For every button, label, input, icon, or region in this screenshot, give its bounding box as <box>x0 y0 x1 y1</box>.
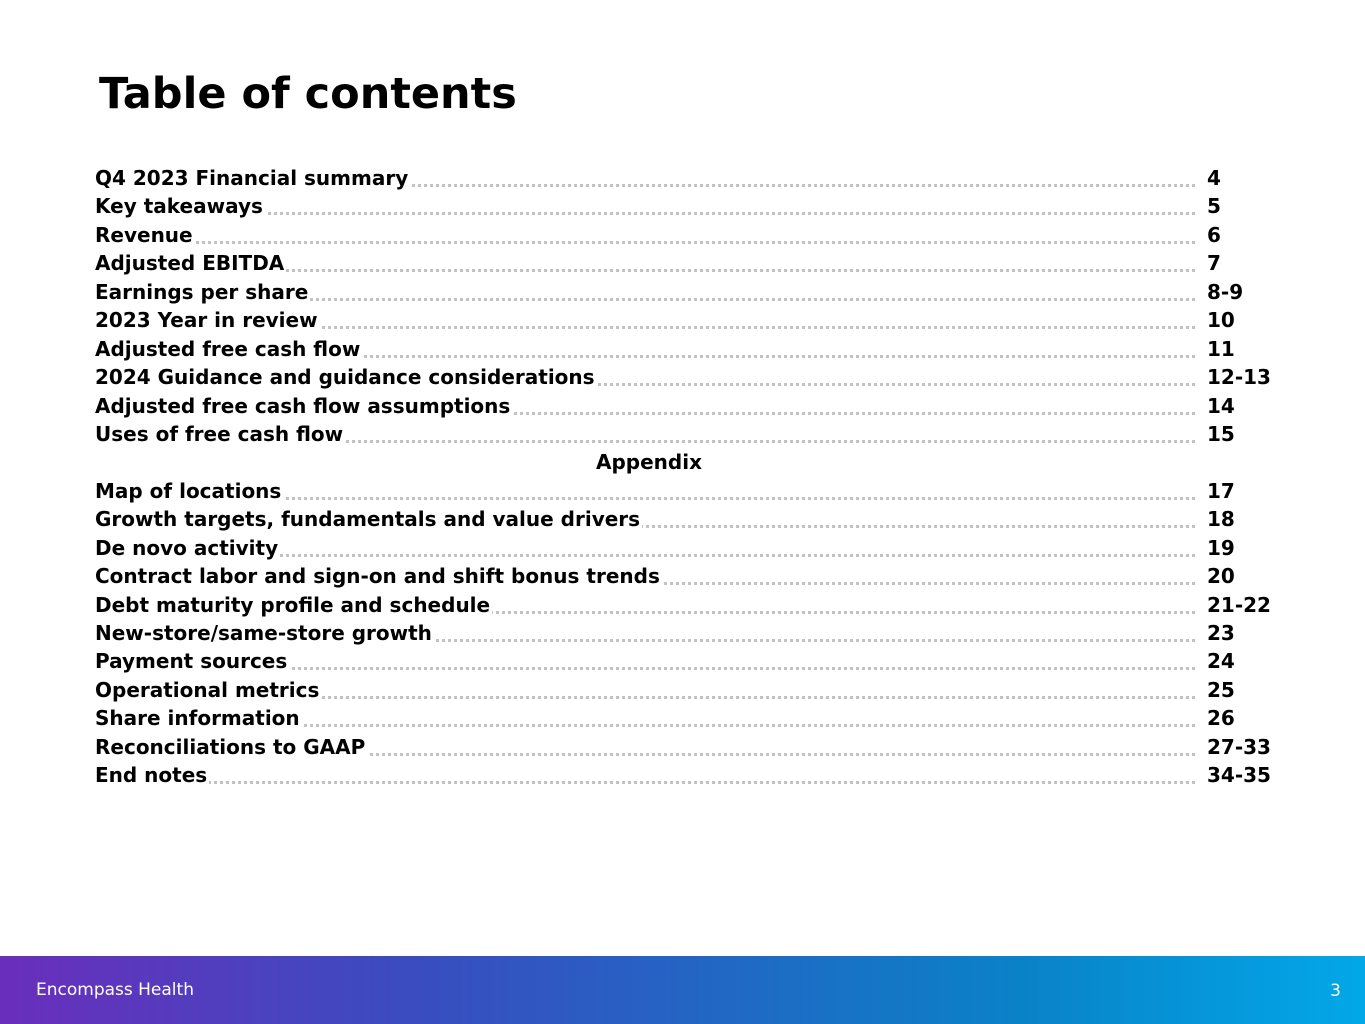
toc-entry-label: Adjusted EBITDA <box>95 251 285 276</box>
toc-entry-label: Growth targets, fundamentals and value drivers <box>95 507 641 532</box>
toc-entry-label: Map of locations <box>95 478 282 503</box>
toc-entry[interactable] <box>95 363 1325 391</box>
table-of-contents <box>95 164 1325 790</box>
toc-entry-page: 5 <box>1207 194 1221 219</box>
toc-entry-label: 2023 Year in review <box>95 308 318 333</box>
toc-entry[interactable] <box>95 676 1325 704</box>
toc-entry-page: 19 <box>1207 535 1235 560</box>
toc-entry-label: Share information <box>95 706 300 731</box>
toc-entry[interactable] <box>95 249 1325 277</box>
toc-entry[interactable] <box>95 420 1325 448</box>
toc-entry[interactable] <box>95 192 1325 220</box>
toc-entry[interactable] <box>95 761 1325 789</box>
toc-entry[interactable] <box>95 619 1325 647</box>
toc-entry[interactable] <box>95 306 1325 334</box>
toc-entry-label: Operational metrics <box>95 677 320 702</box>
toc-entry[interactable] <box>95 534 1325 562</box>
toc-entry-page: 7 <box>1207 251 1221 276</box>
toc-entry[interactable] <box>95 591 1325 619</box>
toc-entry[interactable] <box>95 733 1325 761</box>
toc-entry-label: Earnings per share <box>95 279 309 304</box>
toc-entry-page: 11 <box>1207 336 1235 361</box>
toc-entry-label: Adjusted free cash flow assumptions <box>95 393 511 418</box>
toc-entry-label: Debt maturity profile and schedule <box>95 592 491 617</box>
toc-entry-label: Payment sources <box>95 649 288 674</box>
toc-entry-page: 17 <box>1207 478 1235 503</box>
toc-entry-label: End notes <box>95 763 208 788</box>
toc-entry-page: 18 <box>1207 507 1235 532</box>
appendix-heading: Appendix <box>596 450 702 475</box>
toc-entry[interactable] <box>95 335 1325 363</box>
footer-brand-name: Encompass Health <box>36 980 194 1000</box>
toc-entry-page: 23 <box>1207 621 1235 645</box>
toc-entry[interactable] <box>95 505 1325 533</box>
toc-entry[interactable] <box>95 392 1325 420</box>
toc-entry-page: 24 <box>1207 649 1235 674</box>
toc-entry-label: New-store/same-store growth <box>95 621 432 645</box>
toc-entry-label: 2024 Guidance and guidance considerations <box>95 365 595 390</box>
toc-entry-label: Adjusted free cash flow <box>95 336 361 361</box>
toc-entry-page: 34-35 <box>1207 763 1271 788</box>
toc-entry-label: Key takeaways <box>95 194 263 219</box>
page-title: Table of contents <box>99 69 517 119</box>
toc-entry-label: Reconciliations to GAAP <box>95 734 366 759</box>
toc-entry-page: 26 <box>1207 706 1235 731</box>
toc-entry[interactable] <box>95 562 1325 590</box>
toc-entry-page: 14 <box>1207 393 1235 418</box>
toc-entry-label: Contract labor and sign-on and shift bonus trends <box>95 564 660 589</box>
toc-entry[interactable] <box>95 221 1325 249</box>
toc-entry-label: Q4 2023 Financial summary <box>95 166 409 190</box>
dot-leader <box>95 241 1195 244</box>
toc-entry[interactable] <box>95 704 1325 732</box>
toc-entry[interactable] <box>95 278 1325 306</box>
toc-entry-page: 27-33 <box>1207 734 1271 759</box>
toc-entry-label: De novo activity <box>95 535 279 560</box>
toc-entry-page: 6 <box>1207 222 1221 247</box>
toc-entry-page: 8-9 <box>1207 279 1244 304</box>
appendix-heading-row <box>95 448 1325 476</box>
toc-entry-page: 15 <box>1207 421 1235 446</box>
toc-entry-page: 10 <box>1207 308 1235 333</box>
footer-bar <box>0 956 1365 1024</box>
toc-entry-page: 4 <box>1207 166 1221 190</box>
toc-entry-page: 12-13 <box>1207 365 1271 390</box>
toc-entry[interactable] <box>95 477 1325 505</box>
dot-leader <box>95 781 1195 784</box>
toc-entry[interactable] <box>95 647 1325 675</box>
toc-entry-page: 21-22 <box>1207 592 1271 617</box>
toc-entry-page: 25 <box>1207 677 1235 702</box>
footer-page-number: 3 <box>1330 981 1341 1001</box>
toc-entry-page: 20 <box>1207 564 1235 589</box>
toc-entry-label: Uses of free cash flow <box>95 421 344 446</box>
toc-entry[interactable] <box>95 164 1325 192</box>
toc-entry-label: Revenue <box>95 222 193 247</box>
